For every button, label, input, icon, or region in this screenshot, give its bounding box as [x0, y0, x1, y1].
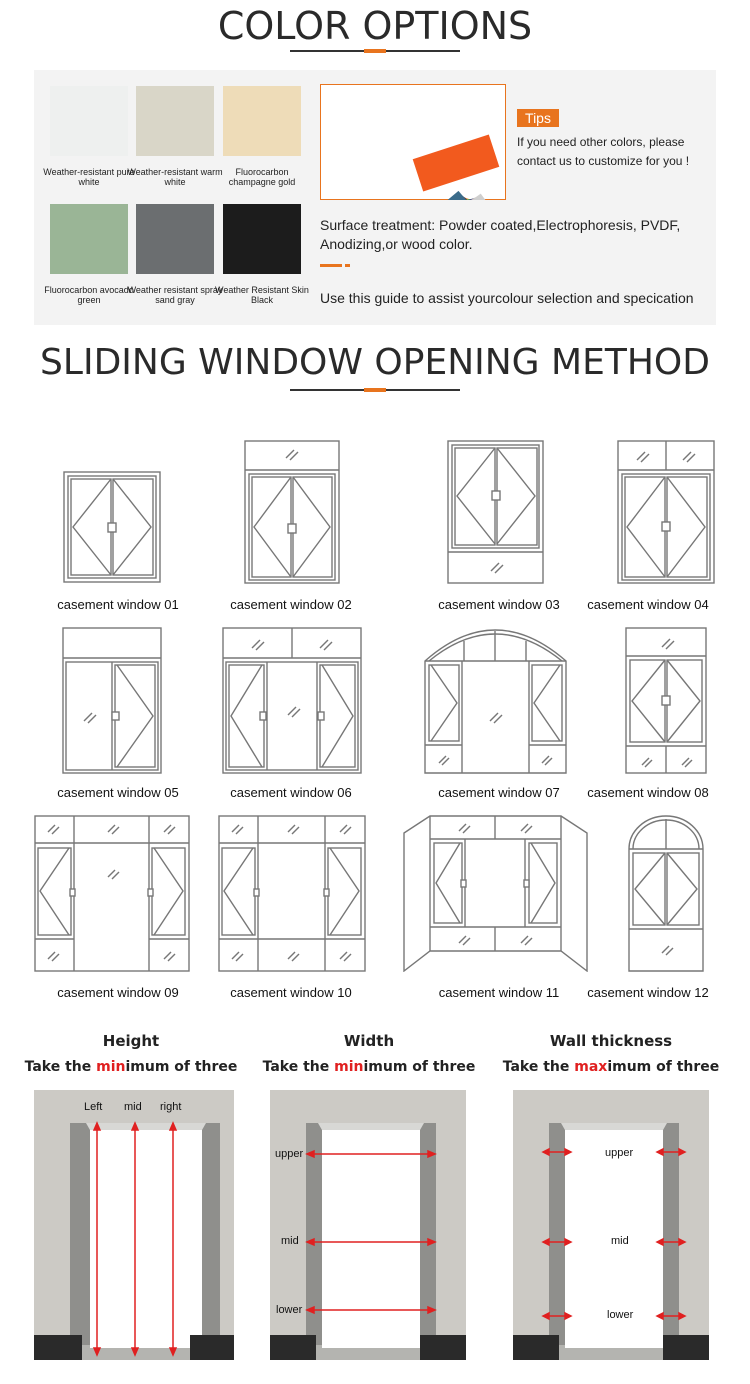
window-caption: casement window 08 [587, 785, 709, 800]
window-caption: casement window 12 [587, 985, 709, 1000]
window-diagram-11 [403, 815, 588, 972]
window-caption: casement window 07 [438, 785, 560, 800]
window-diagram-07 [424, 627, 567, 774]
wall-label-upper: upper [605, 1147, 634, 1159]
window-caption: casement window 10 [230, 985, 352, 1000]
swatch-label: Fluorocarbon avocado green [44, 285, 134, 305]
guide-text: Use this guide to assist yourcolour selection and specication [320, 290, 694, 306]
swatch-pure-white [50, 86, 128, 156]
title-accent [364, 49, 386, 53]
height-label-mid: mid [124, 1101, 142, 1113]
swatch-skin-black [223, 204, 301, 274]
title-accent [364, 388, 386, 392]
swatch-label: Weather-resistant pure white [43, 167, 135, 187]
text-accent [320, 264, 342, 267]
window-diagram-01 [63, 471, 161, 583]
tips-badge: Tips [517, 109, 559, 127]
height-diagram [34, 1090, 234, 1360]
tips-text: If you need other colors, please contact us to customize for you ! [517, 135, 690, 168]
swatch-warm-white [136, 86, 214, 156]
window-caption: casement window 02 [230, 597, 352, 612]
window-diagram-08 [625, 627, 707, 774]
swatch-sand-gray [136, 204, 214, 274]
height-subheading: Take the minimum of three [24, 1059, 238, 1075]
width-subheading: Take the minimum of three [262, 1059, 476, 1075]
swatch-label: Weather Resistant Skin Black [215, 285, 309, 305]
window-diagram-03 [447, 440, 544, 584]
window-caption: casement window 01 [57, 597, 179, 612]
swatch-champagne-gold [223, 86, 301, 156]
window-diagram-05 [62, 627, 162, 774]
window-diagram-12 [628, 815, 704, 972]
window-caption: casement window 04 [587, 597, 709, 612]
window-caption: casement window 06 [230, 785, 352, 800]
window-diagram-10 [218, 815, 366, 972]
window-diagram-02 [244, 440, 340, 584]
width-label-lower: lower [276, 1304, 303, 1316]
window-diagram-09 [34, 815, 190, 972]
swatch-label: Fluorocarbon champagne gold [228, 167, 296, 187]
color-options-title: COLOR OPTIONS [217, 4, 533, 48]
window-caption: casement window 05 [57, 785, 179, 800]
height-heading: Height [102, 1032, 160, 1050]
wall-thickness-heading: Wall thickness [549, 1032, 673, 1050]
window-caption: casement window 11 [438, 985, 560, 1000]
window-caption: casement window 09 [57, 985, 179, 1000]
wall-label-lower: lower [607, 1309, 634, 1321]
wall-thickness-subheading: Take the maximum of three [502, 1059, 720, 1075]
window-caption: casement window 03 [438, 597, 560, 612]
window-diagram-04 [617, 440, 715, 584]
width-label-mid: mid [281, 1235, 299, 1247]
width-diagram [270, 1090, 466, 1360]
swatch-avocado-green [50, 204, 128, 274]
height-label-left: Left [84, 1101, 103, 1113]
width-label-upper: upper [275, 1148, 304, 1160]
height-label-right: right [160, 1101, 182, 1113]
surface-treatment-text: Surface treatment: Powder coated,Electrophoresis, PVDF, Anodizing,or wood color. [320, 217, 681, 252]
swatch-label: Weather-resistant warm white [127, 167, 223, 187]
wall-label-mid: mid [611, 1235, 629, 1247]
width-heading: Width [343, 1032, 395, 1050]
text-accent-dot [345, 264, 350, 267]
opening-method-title: SLIDING WINDOW OPENING METHOD [40, 342, 710, 383]
color-fan-image [320, 84, 506, 200]
swatch-label: Weather resistant spray sand gray [127, 285, 223, 305]
window-diagram-06 [222, 627, 362, 774]
